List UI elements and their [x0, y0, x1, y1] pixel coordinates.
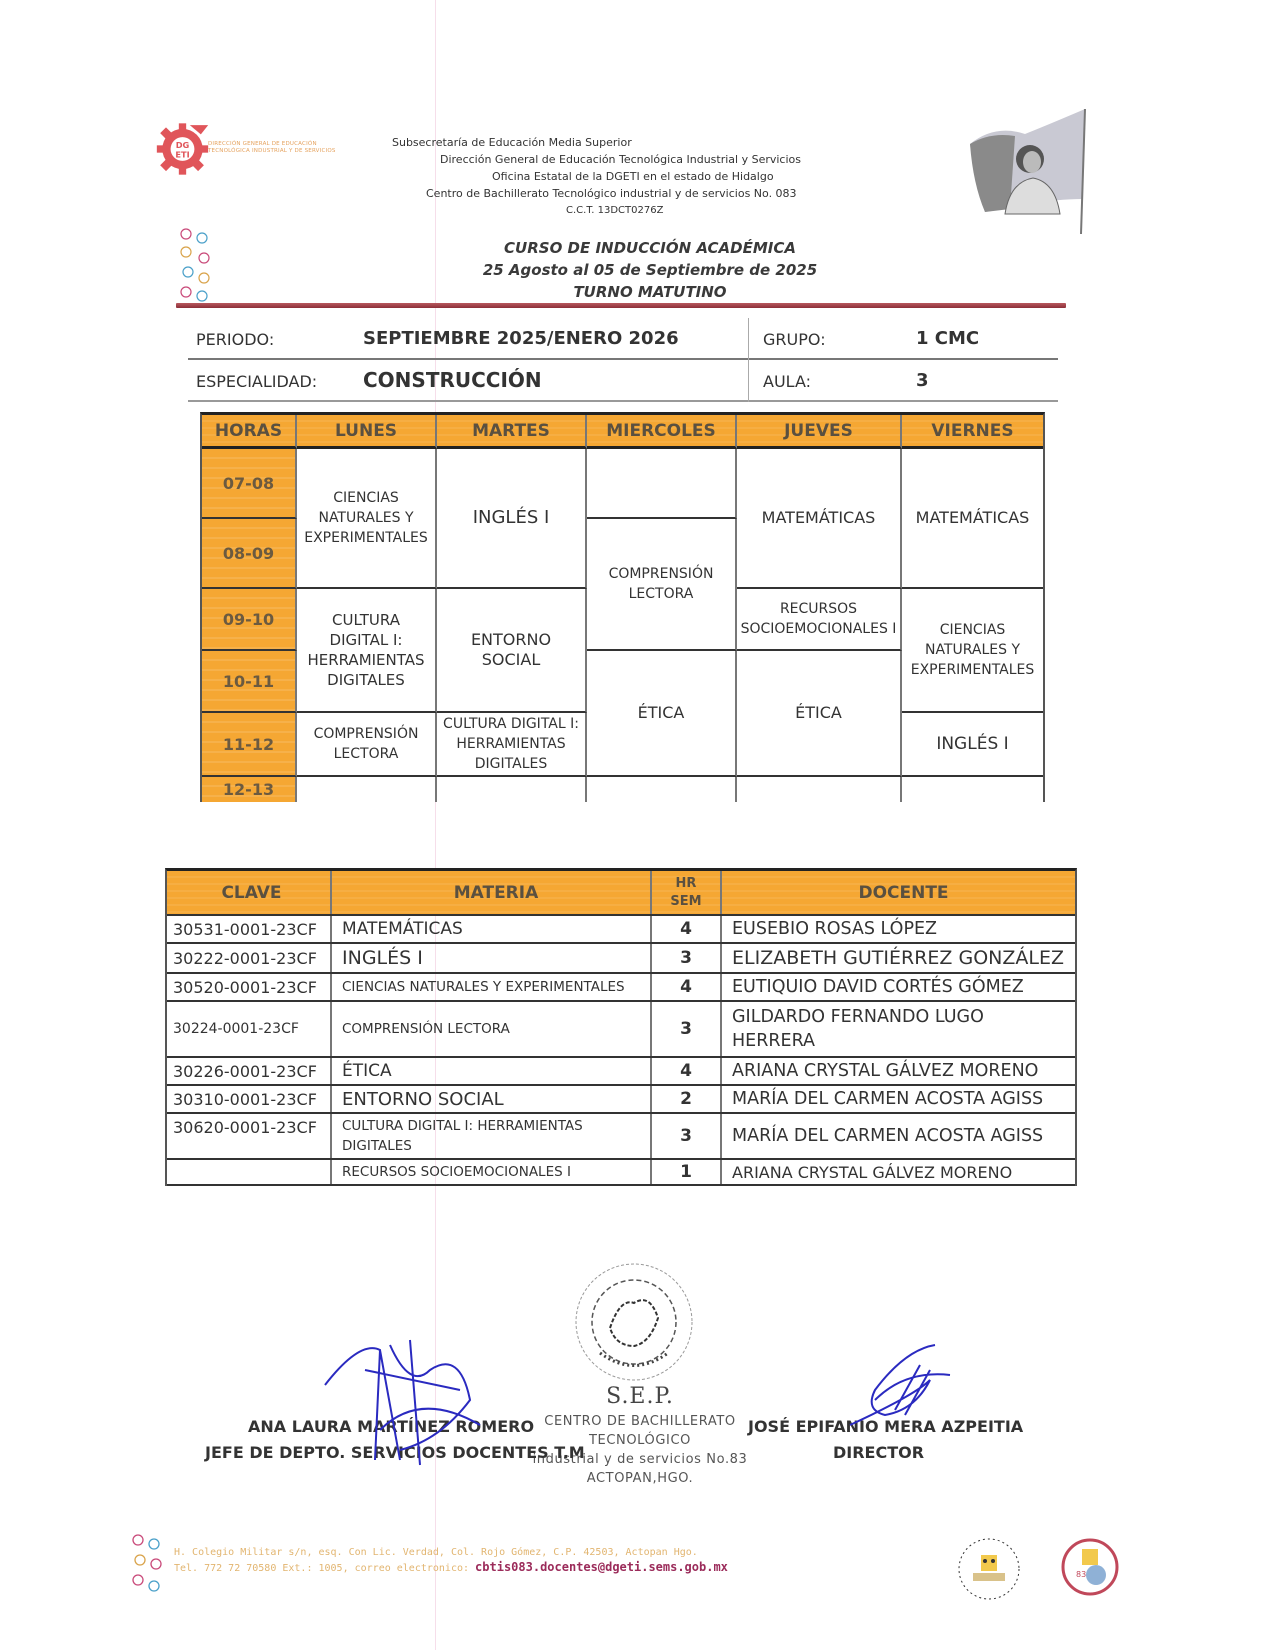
info-row-periodo	[188, 318, 1058, 360]
cbtis-83-badge-icon	[1060, 1537, 1120, 1597]
footer-contact	[174, 1545, 728, 1576]
materia-cell: ENTORNO SOCIAL	[332, 1086, 652, 1112]
right-signature-scribble-icon	[845, 1340, 955, 1435]
subjects-table	[165, 868, 1077, 1186]
materia-cell: INGLÉS I	[332, 944, 652, 972]
right-signer-role: DIRECTOR	[833, 1443, 925, 1462]
clave-cell: 30310-0001-23CF	[167, 1086, 332, 1112]
clave-cell: 30224-0001-23CF	[167, 1002, 332, 1056]
docente-cell: EUSEBIO ROSAS LÓPEZ	[732, 919, 938, 939]
docente-cell: ELIZABETH GUTIÉRREZ GONZÁLEZ	[732, 947, 1064, 969]
hours-cell: 2	[652, 1086, 722, 1112]
header-docente: DOCENTE	[858, 882, 949, 903]
materia-cell: COMPRENSIÓN LECTORA	[332, 1002, 652, 1056]
aula-value: 3	[916, 370, 929, 391]
hour-08-09: 08-09	[202, 519, 297, 589]
header-line-5: C.C.T. 13DCT0276Z	[566, 205, 664, 216]
clave-cell: 30531-0001-23CF	[167, 916, 332, 942]
clave-cell: 30620-0001-23CF	[167, 1114, 332, 1158]
hours-cell: 3	[652, 944, 722, 972]
floral-ornament-icon	[176, 226, 218, 304]
col-header-martes: MARTES	[437, 415, 587, 449]
materia-cell: CIENCIAS NATURALES Y EXPERIMENTALES	[332, 974, 652, 1000]
hour-07-08: 07-08	[202, 449, 297, 519]
docente-cell: MARÍA DEL CARMEN ACOSTA AGISS	[732, 1089, 1044, 1109]
martes-slot-4	[437, 777, 587, 802]
table-row	[167, 944, 1075, 974]
materia-cell: CULTURA DIGITAL I: HERRAMIENTAS DIGITALES	[332, 1114, 652, 1158]
seal-institution-text: CENTRO DE BACHILLERATO TECNOLÓGICO industrial y de servicios No.83 ACTOPAN,HGO.	[532, 1414, 748, 1486]
clave-cell: 30520-0001-23CF	[167, 974, 332, 1000]
docente-cell: EUTIQUIO DAVID CORTÉS GÓMEZ	[732, 977, 1024, 997]
grupo-value: 1 CMC	[916, 328, 980, 349]
table-row	[167, 916, 1075, 944]
jueves-slot-3: ÉTICA	[737, 651, 902, 777]
left-signer-name: ANA LAURA MARTÍNEZ ROMERO	[248, 1417, 535, 1436]
table-row	[167, 1002, 1075, 1058]
martes-slot-2: ENTORNO SOCIAL	[437, 589, 587, 713]
clave-cell: 30226-0001-23CF	[167, 1058, 332, 1084]
course-dates: 25 Agosto al 05 de Septiembre de 2025	[482, 261, 818, 279]
header-hr-sem: HR SEM	[652, 871, 722, 914]
lunes-slot-4	[297, 777, 437, 802]
header-line-4: Centro de Bachillerato Tecnológico industrial y de servicios No. 083	[426, 187, 797, 200]
sep-official-seal-icon	[570, 1258, 698, 1386]
svg-text:DG: DG	[175, 140, 190, 151]
institution-header	[390, 134, 830, 219]
periodo-value: SEPTIEMBRE 2025/ENERO 2026	[363, 328, 679, 349]
especialidad-label: ESPECIALIDAD:	[196, 372, 318, 391]
docente-cell: GILDARDO FERNANDO LUGO HERRERA	[732, 1007, 984, 1051]
jueves-slot-1: MATEMÁTICAS	[737, 449, 902, 589]
materia-cell: MATEMÁTICAS	[332, 916, 652, 942]
clave-cell	[167, 1160, 332, 1184]
hours-cell: 1	[652, 1160, 722, 1184]
group-info	[188, 318, 1058, 402]
hours-cell: 4	[652, 974, 722, 1000]
miercoles-slot-2: COMPRENSIÓN LECTORA	[587, 519, 737, 651]
lunes-slot-1: CIENCIAS NATURALES Y EXPERIMENTALES	[297, 449, 437, 589]
materia-cell: ÉTICA	[332, 1058, 652, 1084]
svg-text:83: 83	[1076, 1570, 1087, 1579]
jueves-slot-2: RECURSOS SOCIOEMOCIONALES I	[737, 589, 902, 651]
col-header-lunes: LUNES	[297, 415, 437, 449]
hour-12-13: 12-13	[202, 777, 297, 802]
viernes-slot-1: MATEMÁTICAS	[902, 449, 1043, 589]
sep-label: S.E.P.	[606, 1384, 674, 1409]
header-materia: MATERIA	[332, 871, 652, 914]
lunes-slot-3: COMPRENSIÓN LECTORA	[297, 713, 437, 777]
dgeti-gear-logo-icon	[155, 120, 210, 178]
course-shift: TURNO MATUTINO	[573, 283, 727, 301]
martes-slot-1: INGLÉS I	[437, 449, 587, 589]
footer-email-link[interactable]: cbtis083.docentes@dgeti.sems.gob.mx	[475, 1560, 728, 1574]
periodo-label: PERIODO:	[196, 330, 275, 349]
lunes-slot-2: CULTURA DIGITAL I: HERRAMIENTAS DIGITALES	[297, 589, 437, 713]
header-line-3: Oficina Estatal de la DGETI en el estado de Hidalgo	[492, 170, 774, 183]
hour-09-10: 09-10	[202, 589, 297, 651]
col-header-viernes: VIERNES	[902, 415, 1043, 449]
grupo-label: GRUPO:	[763, 330, 826, 349]
table-row	[167, 974, 1075, 1002]
docente-cell: ARIANA CRYSTAL GÁLVEZ MORENO	[732, 1162, 1013, 1182]
materia-cell: RECURSOS SOCIOEMOCIONALES I	[332, 1160, 652, 1184]
info-row-especialidad	[188, 360, 1058, 402]
left-signature-scribble-icon	[320, 1330, 490, 1470]
subjects-header-row	[167, 871, 1075, 916]
docente-cell: ARIANA CRYSTAL GÁLVEZ MORENO	[732, 1061, 1039, 1081]
table-row	[167, 1086, 1075, 1114]
footer-address: H. Colegio Militar s/n, esq. Con Lic. Verdad, Col. Rojo Gómez, C.P. 42503, Actopan Hgo.	[174, 1547, 698, 1558]
miercoles-slot-3: ÉTICA	[587, 651, 737, 777]
martes-slot-3: CULTURA DIGITAL I: HERRAMIENTAS DIGITALES	[437, 713, 587, 777]
viernes-slot-2: CIENCIAS NATURALES Y EXPERIMENTALES	[902, 589, 1043, 713]
info-divider	[748, 318, 749, 402]
especialidad-value: CONSTRUCCIÓN	[363, 368, 542, 392]
header-line-1: Subsecretaría de Educación Media Superior	[392, 136, 632, 149]
jueves-slot-4	[737, 777, 902, 802]
hours-cell: 4	[652, 1058, 722, 1084]
miercoles-slot-4	[587, 777, 737, 802]
aula-label: AULA:	[763, 372, 811, 391]
viernes-slot-3: INGLÉS I	[902, 713, 1043, 777]
header-divider	[176, 303, 1066, 308]
footer-floral-ornament-icon	[128, 1532, 170, 1597]
course-title: CURSO DE INDUCCIÓN ACADÉMICA	[504, 239, 796, 257]
viernes-slot-4	[902, 777, 1043, 802]
docente-cell: MARÍA DEL CARMEN ACOSTA AGISS	[732, 1126, 1044, 1146]
table-row	[167, 1160, 1075, 1186]
left-signer-role: JEFE DE DEPTO. SERVICIOS DOCENTES T.M	[205, 1443, 585, 1462]
hour-10-11: 10-11	[202, 651, 297, 713]
miercoles-slot-1	[587, 449, 737, 519]
table-row	[167, 1114, 1075, 1160]
servicios-docentes-badge-icon	[955, 1535, 1023, 1603]
col-header-jueves: JUEVES	[737, 415, 902, 449]
clave-cell: 30222-0001-23CF	[167, 944, 332, 972]
hours-cell: 3	[652, 1114, 722, 1158]
svg-text:ETI: ETI	[175, 149, 190, 160]
header-clave: CLAVE	[167, 871, 332, 914]
footer-phone-line: Tel. 772 72 70580 Ext.: 1005, correo electronico: cbtis083.docentes@dgeti.sems.gob.mx	[174, 1560, 728, 1574]
col-header-horas: HORAS	[202, 415, 297, 449]
dgeti-logo-text: DIRECCIÓN GENERAL DE EDUCACIÓN TECNOLÓGICA INDUSTRIAL Y DE SERVICIOS	[208, 141, 336, 154]
hours-cell: 3	[652, 1002, 722, 1056]
col-header-miercoles: MIERCOLES	[587, 415, 737, 449]
table-row	[167, 1058, 1075, 1086]
right-signer-name: JOSÉ EPIFANIO MERA AZPEITIA	[748, 1417, 1024, 1436]
flag-heroine-illustration-icon	[955, 104, 1090, 239]
course-title-block	[400, 237, 900, 303]
hour-11-12: 11-12	[202, 713, 297, 777]
header-line-2: Dirección General de Educación Tecnológica Industrial y Servicios	[440, 153, 801, 166]
hours-cell: 4	[652, 916, 722, 942]
weekly-schedule	[200, 412, 1045, 802]
